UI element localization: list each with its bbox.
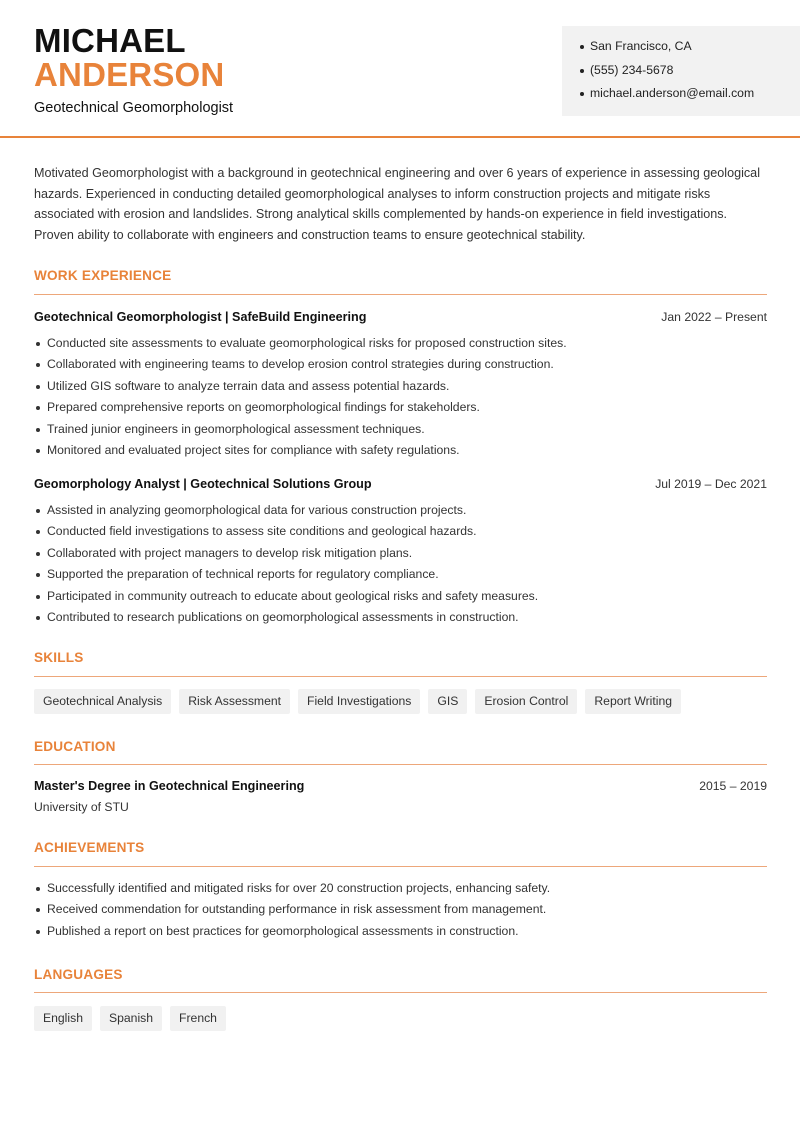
section-divider [34,992,767,993]
list-item: Collaborated with project managers to develop risk mitigation plans. [34,545,774,566]
skill-tag: GIS [428,689,467,714]
section-title-work: WORK EXPERIENCE [34,268,172,283]
job-entry-dates: Jan 2022 – Present [661,310,767,324]
list-item: Participated in community outreach to educate about geological risks and safety measures. [34,588,774,609]
list-item: Utilized GIS software to analyze terrain data and assess potential hazards. [34,378,774,399]
section-title-achievements: ACHIEVEMENTS [34,840,145,855]
job-entry-dates: Jul 2019 – Dec 2021 [655,477,767,491]
resume-header [0,0,800,138]
job-bullet-list [34,335,774,463]
section-divider [34,866,767,867]
skill-tag: Geotechnical Analysis [34,689,171,714]
skill-tag: Field Investigations [298,689,420,714]
list-item: Contributed to research publications on geomorphological assessments in construction. [34,609,774,630]
job-title: Geotechnical Geomorphologist [34,100,234,116]
list-item: Prepared comprehensive reports on geomorphological findings for stakeholders. [34,399,774,420]
job-entry-title: Geotechnical Geomorphologist | SafeBuild Engineering [34,310,367,324]
list-item: Trained junior engineers in geomorphological assessment techniques. [34,421,774,442]
language-tag: French [170,1006,226,1031]
contact-box [562,26,800,116]
section-title-skills: SKILLS [34,650,84,665]
section-title-education: EDUCATION [34,739,116,754]
languages-list [34,1006,226,1031]
list-item: Conducted field investigations to assess site conditions and geological hazards. [34,523,774,544]
section-title-languages: LANGUAGES [34,967,123,982]
first-name: MICHAEL [34,22,186,59]
list-item: Assisted in analyzing geomorphological data for various construction projects. [34,502,774,523]
list-item: Conducted site assessments to evaluate geomorphological risks for proposed construction sites. [34,335,774,356]
degree-title: Master's Degree in Geotechnical Engineering [34,779,305,793]
last-name: ANDERSON [34,56,225,93]
section-divider [34,676,767,677]
contact-location: San Francisco, CA [580,36,800,60]
list-item: Successfully identified and mitigated risks for over 20 construction projects, enhancing safety. [34,880,774,901]
list-item: Received commendation for outstanding performance in risk assessment from management. [34,901,774,922]
contact-phone: (555) 234-5678 [580,60,800,84]
list-item: Supported the preparation of technical reports for regulatory compliance. [34,566,774,587]
summary-paragraph: Motivated Geomorphologist with a background in geotechnical engineering and over 6 years of experience in assessing geological hazards. Experienced in conducting detailed geomorphological analyses to inform construction projects and mitigate risks associated with erosion and landslides. Strong analytical skills complemented by hands-on experience in field investigations. Proven ability to collaborate with engineers and construction teams to ensure geotechnical stability. [34,166,760,243]
skill-tag: Report Writing [585,689,681,714]
section-divider [34,764,767,765]
language-tag: Spanish [100,1006,162,1031]
education-dates: 2015 – 2019 [699,779,767,793]
contact-email[interactable]: michael.anderson@email.com [580,83,800,107]
achievements-list [34,880,774,944]
list-item: Collaborated with engineering teams to develop erosion control strategies during construction. [34,356,774,377]
list-item: Published a report on best practices for geomorphological assessments in construction. [34,923,774,944]
skill-tag: Risk Assessment [179,689,290,714]
skill-tag: Erosion Control [475,689,577,714]
job-bullet-list [34,502,774,630]
school-name: University of STU [34,800,129,814]
section-divider [34,294,767,295]
list-item: Monitored and evaluated project sites for compliance with safety regulations. [34,442,774,463]
language-tag: English [34,1006,92,1031]
job-entry-title: Geomorphology Analyst | Geotechnical Solutions Group [34,477,372,491]
skills-list [34,689,681,714]
